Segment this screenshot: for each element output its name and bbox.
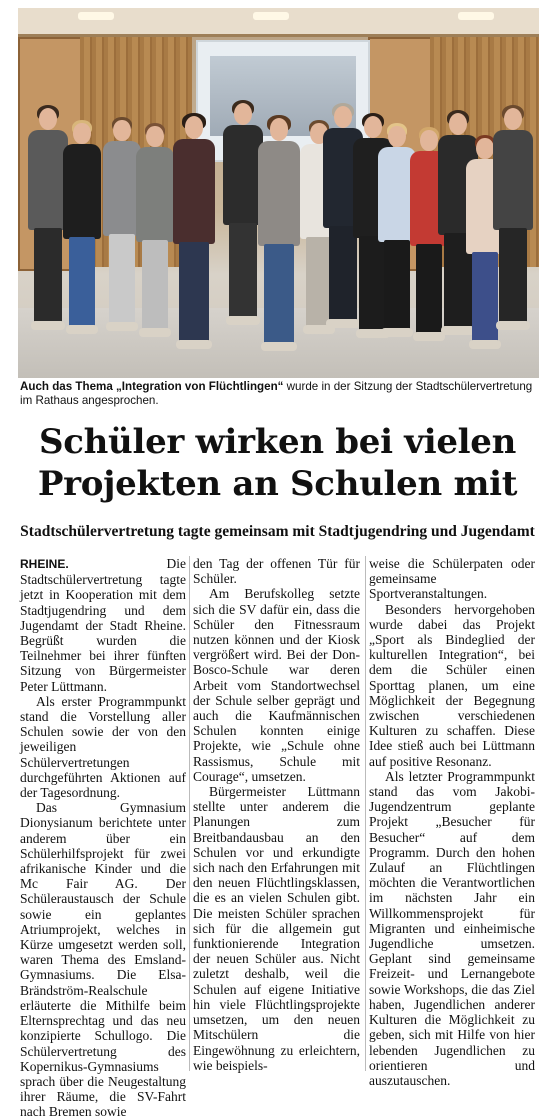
legs [384,240,411,330]
shoes [261,342,296,351]
paragraph: Als letzter Programmpunkt stand das vom Jakobi-Jugendzentrum geplante Projekt „Besucher für Besucher“ auf dem Programm. Durch den hohen Zulauf an Flüchtlingen möchten die Verantwortlichen im nächsten Jahr ein Willkommensprojekt für Migranten und einheimische Jugendliche umsetzen. Geplant sind gemeinsame Freizeit- und Lernangebote sowie Workshops, die das Ziel haben, Jugendlichen anderer Kulturen die Möglichkeit zu geben, sich mit Hilfe von hier lebenden Jugendlichen zu orientieren und auszutauschen. [369,768,535,1088]
paragraph-text: Die Stadtschülervertretung tagte jetzt in Kooperation mit dem Stadtjugendring und dem Jugendamt der Stadt Rheine. Begrüßt wurden die Teilnehmer bei ihrer fünften Sitzung von Bürgermeister Peter Lüttmann. [20,556,186,694]
legs [179,242,208,342]
legs [329,226,357,321]
shoes [226,316,260,325]
head [388,126,405,147]
ceiling-lamp-icon [253,12,289,20]
legs [264,244,293,344]
photo-caption [20,380,540,408]
head [234,103,252,125]
legs [142,240,169,330]
shoes [106,322,138,331]
shoes [31,321,65,330]
paragraph: Als erster Programmpunkt stand die Vorstellung aller Schulen sowie der von den jeweiligen Schülervertretungen durchgeführten Aktionen auf der Tagesordnung. [20,693,186,801]
subheadline: Stadtschülervertretung tagte gemeinsam mit Stadtjugendring und Jugendamt [20,523,535,540]
torso [63,144,101,239]
head [420,130,437,151]
torso [258,141,300,246]
headline-line-1: Schüler wirken bei vielen [38,422,517,462]
head [504,108,522,130]
dateline: RHEINE. [20,557,69,571]
torso [173,139,215,244]
article-column-3 [369,556,535,1088]
torso [136,147,174,242]
paragraph: den Tag der offenen Tür für Schüler. [193,556,360,587]
legs [34,228,62,323]
head [146,126,163,147]
ceiling-lamp-icon [78,12,114,20]
caption-bold: Auch das Thema „Integration von Flüchtlingen“ [20,380,284,393]
shoes [496,321,530,330]
head [364,116,382,138]
headline [0,421,555,505]
head [39,108,57,130]
head [113,120,130,141]
paragraph: Das Gymnasium Dionysianum berichtete unter anderem über ein Schülerhilfsprojekt für zwei afrikanische Kinder und die Mc Fair AG. Der Schüleraustausch der Schule sowie ein geplantes Atriumprojekt, welches in Kürze umgesetzt werden soll, waren Thema des Emsland-Gymnasiums. Die Elsa-Brändström-Realschule erläuterte die Mithilfe beim Elternsprechtag und das neu konzipierte Schullogo. Die Schülervertretung des Kopernikus-Gymnasiums sprach über die Neugestaltung ihrer Räume, die SV-Fahrt nach Bremen sowie [20,800,186,1120]
ceiling [18,8,539,37]
shoes [381,328,413,337]
shoes [66,325,98,334]
torso [493,130,533,230]
shoes [441,326,475,335]
legs [472,252,499,342]
head [476,138,493,159]
column-divider [365,556,366,1071]
article-column-1 [20,556,186,1120]
paragraph: weise die Schülerpaten oder gemeinsame Sportveranstaltungen. [369,556,535,602]
shoes [413,332,445,341]
torso [28,130,68,230]
head [449,113,467,135]
article-column-2 [193,556,360,1073]
shoes [469,340,501,349]
head [334,106,352,128]
paragraph: Bürgermeister Lüttmann stellte unter anderem die Planungen zum Breitbandausbau an den Schulen vor und erkundigte sich nach den Erfahrungen mit den neuen Flüchtlingsklassen, die es an vielen Schulen gibt. Die meisten Schüler sprachen sich für die allgemein gut funktionierende Integration der neuen Schüler aus. Nicht zuletzt deshalb, weil die Schulen auf eigene Initiative hin viele Flüchtlingsprojekte umsetzen, um den neuen Mitschülern die Eingewöhnung zu erleichtern, wie beispiels- [193,784,360,1073]
caption-text: wurde in der Sitzung der Stadtschülervertretung im Rathaus angesprochen. [20,380,533,407]
headline-line-2: Projekten an Schulen mit [37,464,518,504]
legs [229,223,257,318]
legs [499,228,527,323]
paragraph: Am Berufskolleg setzte sich die SV dafür ein, dass die Schüler den Fitnessraum nutzen können und der Kiosk vergrößert wird. Bei der Don-Bosco-Schule war deren Arbeit vom Standortwechsel der Schule selber geprägt und auch die Kaufmännischen Schulen konnten einige Projekte, wie „Schule ohne Rassismus, Schule mit Courage“, umsetzen. [193,586,360,784]
paragraph [20,556,186,694]
column-divider [189,556,190,1071]
shoes [139,328,171,337]
torso [223,125,263,225]
legs [359,236,387,331]
head [73,123,90,144]
ceiling-lamp-icon [458,12,494,20]
legs [109,234,136,324]
legs [69,237,96,327]
paragraph: Besonders hervorgehoben wurde dabei das Projekt „Sport als Bindeglied der kulturellen Integration“, bei dem die Schüler einen Sporttag planen, um eine Möglichkeit der Begegnung zwischen verschiedenen Kulturen zu schaffen. Diese Idee stieß auch bei Lüttmann auf positive Resonanz. [369,601,535,769]
legs [416,244,443,334]
group-photo [18,8,539,378]
shoes [176,340,211,349]
shoes [326,319,360,328]
